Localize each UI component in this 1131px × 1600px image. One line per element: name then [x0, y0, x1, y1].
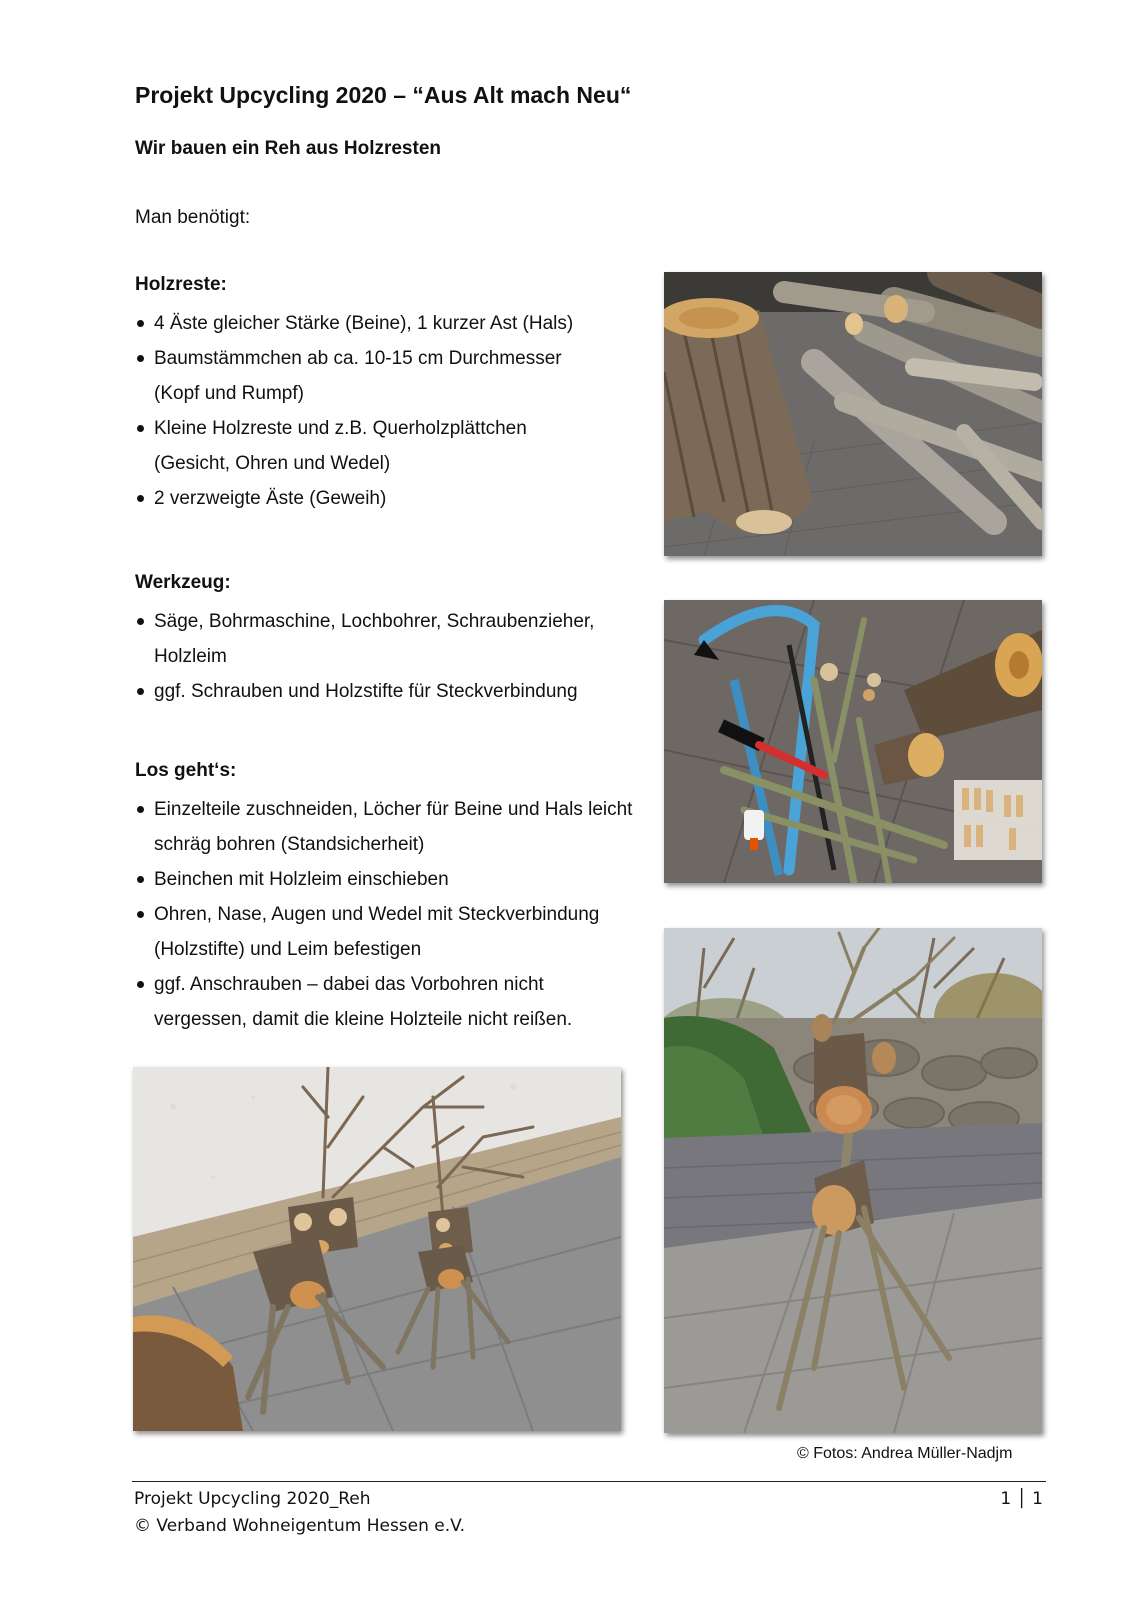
list-item: 4 Äste gleicher Stärke (Beine), 1 kurzer Ast (Hals) [135, 306, 655, 341]
photo-deer-outdoor [664, 928, 1042, 1433]
photo-two-deer [133, 1067, 621, 1431]
list-item: ggf. Schrauben und Holzstifte für Steckverbindung [135, 674, 655, 709]
footer-copyright: © Verband Wohneigentum Hessen e.V. [134, 1516, 466, 1536]
list-item: Säge, Bohrmaschine, Lochbohrer, Schraubenzieher, Holzleim [135, 604, 644, 674]
section-holzreste [135, 270, 655, 516]
section-heading: Werkzeug: [135, 572, 231, 593]
page-title: Projekt Upcycling 2020 – “Aus Alt mach Neu“ [135, 82, 632, 108]
intro-text: Man benötigt: [135, 207, 251, 228]
photo-tools [664, 600, 1042, 883]
footer [134, 1486, 465, 1540]
list-item: 2 verzweigte Äste (Geweih) [135, 481, 655, 516]
werkzeug-list [135, 604, 655, 709]
page-number: 1 │ 1 [1000, 1489, 1043, 1509]
list-item: Beinchen mit Holzleim einschieben [135, 862, 655, 897]
photo-credit: © Fotos: Andrea Müller-Nadjm [797, 1445, 1013, 1462]
photo-wood-pile [664, 272, 1042, 556]
holzreste-list [135, 306, 655, 516]
section-heading: Los geht‘s: [135, 760, 237, 781]
page-subtitle: Wir bauen ein Reh aus Holzresten [135, 138, 442, 159]
list-item: Baumstämmchen ab ca. 10-15 cm Durchmesser (Kopf und Rumpf) [135, 341, 604, 411]
list-item: Ohren, Nase, Augen und Wedel mit Steckverbindung (Holzstifte) und Leim befestigen [135, 897, 654, 967]
list-item: Einzelteile zuschneiden, Löcher für Beine und Hals leicht schräg bohren (Standsicherheit) [135, 792, 634, 862]
footer-project: Projekt Upcycling 2020_Reh [134, 1489, 371, 1509]
section-heading: Holzreste: [135, 274, 227, 295]
list-item: ggf. Anschrauben – dabei das Vorbohren nicht vergessen, damit die kleine Holzteile nicht reißen. [135, 967, 634, 1037]
section-werkzeug [135, 568, 655, 709]
footer-divider [132, 1481, 1046, 1482]
list-item: Kleine Holzreste und z.B. Querholzplättchen (Gesicht, Ohren und Wedel) [135, 411, 584, 481]
losgehts-list [135, 792, 655, 1037]
section-losgehts [135, 756, 655, 1037]
